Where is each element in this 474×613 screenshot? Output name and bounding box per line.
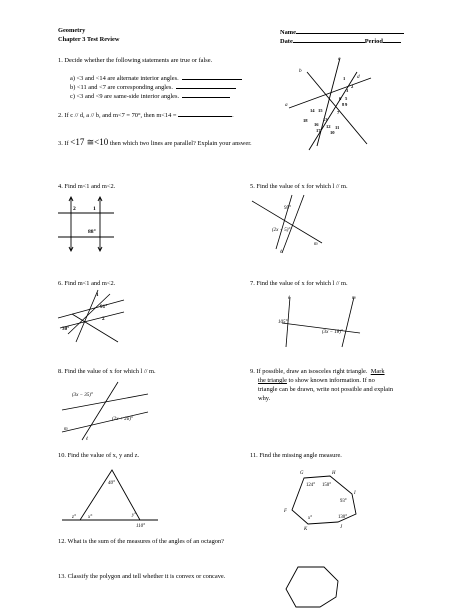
vertex-label-f: F [284, 509, 287, 514]
problem-1a: a) <3 and <14 are alternate interior angles. [70, 73, 242, 83]
problem-9-line1: 9. If possible, draw an isosceles right triangle. Mark [250, 368, 385, 375]
problem-11: 11. Find the missing angle measure. [250, 452, 342, 459]
angle-label-150: 150° [322, 483, 332, 488]
angle-label-93: 93° [340, 499, 347, 504]
problem-9-line3: triangle can be drawn, write not possible and explain [258, 386, 394, 393]
angle-label-130: 130° [338, 515, 348, 520]
answer-blank-1c[interactable] [182, 91, 230, 98]
problem-4: 4. Find m<1 and m<2. [58, 183, 116, 190]
svg-text:10: 10 [330, 130, 335, 135]
angle-label-2x-5: (2x − 5)° [272, 228, 291, 233]
figure-11-polygon [280, 466, 370, 530]
svg-text:14: 14 [310, 108, 315, 113]
line-label-l: ℓ [288, 296, 291, 301]
line-label-d: d [357, 74, 360, 80]
svg-text:13: 13 [323, 117, 328, 122]
date-period-field[interactable] [280, 36, 401, 46]
angle-label-x: x° [88, 515, 93, 520]
line-label-b: b [299, 68, 302, 74]
chapter-title: Chapter 3 Test Review [58, 36, 120, 43]
angle-label-40: 40° [108, 481, 115, 486]
line-label-c: c [338, 56, 341, 62]
date-label: Date [280, 38, 293, 45]
congruence-expression: <17 ≅<10 [70, 137, 109, 147]
line-label-l: ℓ [280, 250, 283, 255]
angle-label-2x-26: (2x + 26)° [112, 417, 133, 422]
vertex-label-h: H [332, 471, 336, 476]
svg-text:5: 5 [345, 96, 348, 101]
svg-text:3: 3 [346, 88, 349, 93]
angle-label-3x-18: (3x − 18)° [322, 330, 343, 335]
angle-label-z: z° [72, 515, 76, 520]
angle-label-2: 2 [102, 316, 105, 322]
line-label-m: m [352, 296, 356, 301]
angle-label-1: 1 [93, 206, 96, 212]
angle-label-1: 1 [96, 292, 99, 298]
figure-10-triangle [62, 464, 162, 528]
svg-text:17: 17 [316, 128, 321, 133]
problem-9-line4: why. [258, 395, 271, 402]
angle-label-30: 30° [62, 326, 70, 332]
angle-label-110: 110° [136, 524, 146, 529]
problem-5: 5. Find the value of x for which l // m. [250, 183, 348, 190]
problem-2: 2. If c // d, a // b, and m<7 = 70°, then m<14 = . [58, 112, 234, 119]
angle-label-x: x° [308, 516, 313, 521]
period-label: Period [364, 38, 383, 45]
line-label-l: ℓ [86, 437, 89, 442]
svg-text:7: 7 [337, 110, 340, 115]
course-title: Geometry [58, 27, 86, 34]
figure-7-lines [278, 293, 362, 349]
svg-text:9: 9 [345, 102, 348, 107]
problem-3: 3. If <17 ≅<10 then which two lines are parallel? Explain your answer. [58, 137, 252, 147]
line-label-a: a [285, 102, 288, 108]
answer-blank-1a[interactable] [182, 73, 242, 80]
figure-6-lines [58, 290, 126, 346]
svg-text:11: 11 [335, 125, 340, 130]
angle-label-y: y° [132, 513, 137, 518]
problem-8: 8. Find the value of x for which l // m. [58, 368, 156, 375]
answer-blank-1b[interactable] [176, 82, 236, 89]
svg-text:2: 2 [351, 84, 354, 89]
angle-label-95: 95° [284, 206, 291, 211]
svg-text:6: 6 [339, 96, 342, 101]
problem-13: 13. Classify the polygon and tell whether it is convex or concave. [58, 573, 226, 580]
angle-label-91: 91° [100, 304, 108, 310]
figure-8-lines [62, 382, 152, 440]
angle-label-88: 88° [88, 229, 96, 235]
problem-9-line2: the triangle to show known information. If no [258, 377, 375, 384]
vertex-label-i: I [354, 491, 356, 496]
problem-12: 12. What is the sum of the measures of the angles of an octagon? [58, 538, 224, 545]
angle-label-105: 105° [278, 320, 288, 325]
vertex-label-k: K [304, 527, 308, 532]
figure-1-lines [285, 54, 375, 154]
angle-label-2: 2 [73, 206, 76, 212]
svg-text:16: 16 [314, 122, 319, 127]
problem-1b: b) <11 and <7 are corresponding angles. [70, 82, 236, 92]
angle-label-124: 124° [306, 483, 316, 488]
vertex-label-g: G [300, 471, 304, 476]
figure-13-heptagon [282, 563, 344, 609]
svg-text:18: 18 [303, 118, 308, 123]
problem-10: 10. Find the value of x, y and z. [58, 452, 140, 459]
vertex-label-j: J [340, 525, 343, 530]
angle-label-3x-35: (3x − 35)° [72, 393, 93, 398]
problem-6: 6. Find m<1 and m<2. [58, 280, 116, 287]
figure-5-lines [252, 195, 327, 253]
name-label: Name [280, 29, 296, 36]
svg-text:1: 1 [343, 76, 346, 81]
svg-text:15: 15 [318, 108, 323, 113]
problem-1c: c) <3 and <9 are same-side interior angles. [70, 91, 230, 101]
problem-1-prompt: 1. Decide whether the following statements are true or false. [58, 57, 213, 64]
line-label-m: m [314, 242, 318, 247]
line-label-m: m [64, 427, 68, 432]
svg-text:12: 12 [326, 124, 331, 129]
problem-7: 7. Find the value of x for which l // m. [250, 280, 348, 287]
figure-4-rectangle [58, 195, 123, 255]
answer-blank-2[interactable] [178, 110, 232, 117]
svg-text:8: 8 [342, 102, 345, 107]
